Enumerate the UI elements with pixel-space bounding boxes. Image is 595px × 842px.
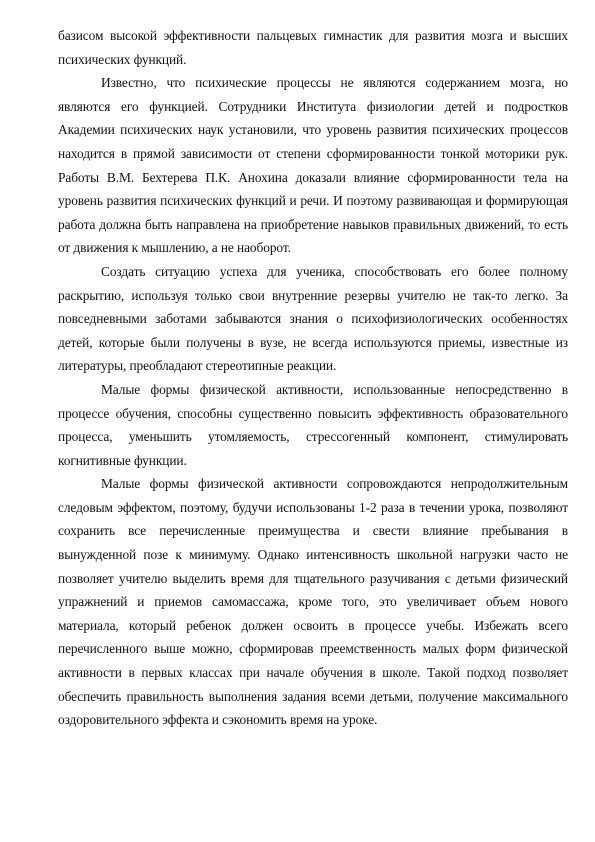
paragraph-continuation: базисом высокой эффективности пальцевых гимнастик для развития мозга и высших психических функций. — [58, 28, 568, 67]
document-body — [58, 24, 568, 732]
paragraph-physical-activity: Малые формы физической активности, использованные непосредственно в процессе обучения, способны существенно повысить эффективность образовательного процесса, уменьшить утомляемость, стрессогенный компонент, стимулировать когнитивные функции. — [58, 381, 568, 468]
paragraph-success-situation: Создать ситуацию успеха для ученика, способствовать его более полному раскрытию, используя только свои внутренние резервы учителю не так-то легко. За повседневными заботами забываются знания о психофизиологических особенностях детей, которые были получены в вузе, не всегда используются приемы, известные из литературы, преобладают стереотипные реакции. — [58, 263, 568, 374]
paragraph-continuity: Малые формы физической активности сопровождаются непродолжительным следовым эффектом, поэтому, будучи использованы 1-2 раза в течении урока, позволяют сохранить все перечисленные преимущества и свести влияние пребывания в вынужденной позе к минимуму. Однако интенсивность школьной нагрузки часто не позволяет учителю выделить время для тщательного разучивания с детьми физический упражнений и приемов самомассажа, кроме того, это увеличивает объем нового материала, который ребенок должен освоить в процессе учебы. Избежать всего перечисленного выше можно, сформировав преемственность малых форм физической активности в первых классах при начале обучения в школе. Такой подход позволяет обеспечить правильность выполнения задания всеми детьми, получение максимального оздоровительного эффекта и сэкономить время на уроке. — [58, 476, 568, 728]
paragraph-brain-functions: Известно, что психические процессы не являются содержанием мозга, но являются его функцией. Сотрудники Института физиологии детей и подростков Академии психических наук установили, что уровень развития психических процессов находится в прямой зависимости от степени сформированности тонкой моторики рук. Работы В.М. Бехтерева П.К. Анохина доказали влияние сформированности тела на уровень развития психических функций и речи. И поэтому развивающая и формирующая работа должна быть направлена на приобретение навыков правильных движений, то есть от движения к мышлению, а не наоборот. — [58, 75, 568, 256]
